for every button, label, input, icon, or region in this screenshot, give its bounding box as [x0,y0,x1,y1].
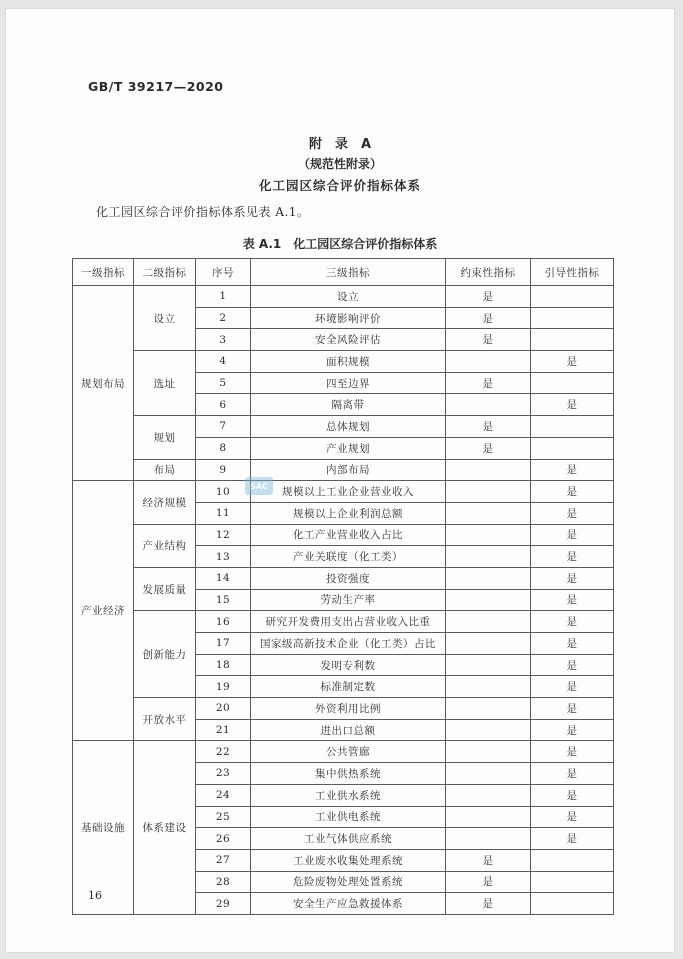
row-number-cell: 10 [196,481,251,503]
guidance-cell [531,286,614,308]
constraint-cell [446,784,531,806]
table-row [73,481,614,503]
row-number-cell: 20 [196,698,251,720]
table-row [73,286,614,308]
constraint-cell [446,502,531,524]
constraint-cell [446,481,531,503]
constraint-cell: 是 [446,437,531,459]
level3-indicator-cell: 总体规划 [251,416,446,438]
row-number-cell: 11 [196,502,251,524]
level3-indicator-cell: 内部布局 [251,459,446,481]
level3-indicator-cell: 集中供热系统 [251,763,446,785]
level2-indicator-cell: 产业结构 [134,524,196,567]
guidance-cell: 是 [531,524,614,546]
row-number-cell: 8 [196,437,251,459]
level3-indicator-cell: 标准制定数 [251,676,446,698]
constraint-cell [446,741,531,763]
level3-indicator-cell: 公共管廊 [251,741,446,763]
level3-indicator-cell: 四至边界 [251,372,446,394]
col-header-no: 序号 [196,259,251,286]
row-number-cell: 12 [196,524,251,546]
constraint-cell [446,806,531,828]
row-number-cell: 19 [196,676,251,698]
level3-indicator-cell: 工业气体供应系统 [251,828,446,850]
row-number-cell: 3 [196,329,251,351]
guidance-cell: 是 [531,719,614,741]
guidance-cell: 是 [531,763,614,785]
level3-indicator-cell: 隔离带 [251,394,446,416]
guidance-cell: 是 [531,351,614,373]
constraint-cell [446,524,531,546]
level1-indicator-cell: 产业经济 [73,481,134,741]
guidance-cell: 是 [531,654,614,676]
col-header-level2: 二级指标 [134,259,196,286]
constraint-cell [446,698,531,720]
level3-indicator-cell: 面积规模 [251,351,446,373]
constraint-cell [446,611,531,633]
row-number-cell: 26 [196,828,251,850]
guidance-cell [531,329,614,351]
table-row [73,567,614,589]
guidance-cell: 是 [531,784,614,806]
table-row [73,459,614,481]
level3-indicator-cell: 环境影响评价 [251,307,446,329]
level2-indicator-cell: 选址 [134,351,196,416]
page-number: 16 [88,889,102,902]
constraint-cell: 是 [446,329,531,351]
constraint-cell [446,633,531,655]
row-number-cell: 25 [196,806,251,828]
level2-indicator-cell: 经济规模 [134,481,196,524]
guidance-cell: 是 [531,828,614,850]
guidance-cell [531,437,614,459]
constraint-cell: 是 [446,372,531,394]
table-row [73,524,614,546]
row-number-cell: 6 [196,394,251,416]
level3-indicator-cell: 工业废水收集处理系统 [251,849,446,871]
level3-indicator-cell: 安全生产应急救援体系 [251,893,446,915]
constraint-cell [446,351,531,373]
guidance-cell: 是 [531,394,614,416]
level3-indicator-cell: 投资强度 [251,567,446,589]
constraint-cell [446,654,531,676]
doc-number: GB/T 39217—2020 [88,79,224,94]
constraint-cell: 是 [446,307,531,329]
level3-indicator-cell: 劳动生产率 [251,589,446,611]
constraint-cell: 是 [446,849,531,871]
constraint-cell [446,589,531,611]
row-number-cell: 27 [196,849,251,871]
level3-indicator-cell: 化工产业营业收入占比 [251,524,446,546]
level2-indicator-cell: 体系建设 [134,741,196,915]
col-header-level3: 三级指标 [251,259,446,286]
table-header-row [73,259,614,286]
guidance-cell: 是 [531,698,614,720]
appendix-subtitle: （规范性附录） [297,157,382,171]
guidance-cell [531,416,614,438]
table-row [73,611,614,633]
sac-watermark: SAC [245,477,273,495]
guidance-cell: 是 [531,459,614,481]
constraint-cell [446,459,531,481]
row-number-cell: 2 [196,307,251,329]
guidance-cell: 是 [531,546,614,568]
col-header-guidance: 引导性指标 [531,259,614,286]
level2-indicator-cell: 规划 [134,416,196,459]
row-number-cell: 21 [196,719,251,741]
level3-indicator-cell: 国家级高新技术企业（化工类）占比 [251,633,446,655]
guidance-cell [531,871,614,893]
guidance-cell: 是 [531,633,614,655]
constraint-cell: 是 [446,893,531,915]
row-number-cell: 24 [196,784,251,806]
guidance-cell: 是 [531,567,614,589]
table-body [73,286,614,915]
guidance-cell: 是 [531,806,614,828]
table-caption: 表 A.1 化工园区综合评价指标体系 [242,237,438,251]
guidance-cell [531,893,614,915]
guidance-cell [531,307,614,329]
level3-indicator-cell: 外资利用比例 [251,698,446,720]
row-number-cell: 17 [196,633,251,655]
constraint-cell [446,394,531,416]
constraint-cell [446,676,531,698]
row-number-cell: 16 [196,611,251,633]
level2-indicator-cell: 发展质量 [134,567,196,610]
col-header-constraint: 约束性指标 [446,259,531,286]
constraint-cell: 是 [446,286,531,308]
row-number-cell: 22 [196,741,251,763]
level2-indicator-cell: 布局 [134,459,196,481]
level2-indicator-cell: 设立 [134,286,196,351]
table-row [73,416,614,438]
level3-indicator-cell: 设立 [251,286,446,308]
constraint-cell [446,567,531,589]
row-number-cell: 29 [196,893,251,915]
row-number-cell: 13 [196,546,251,568]
constraint-cell [446,763,531,785]
guidance-cell: 是 [531,589,614,611]
level3-indicator-cell: 安全风险评估 [251,329,446,351]
level1-indicator-cell: 规划布局 [73,286,134,481]
row-number-cell: 5 [196,372,251,394]
appendix-title: 附 录 A [308,137,372,152]
row-number-cell: 15 [196,589,251,611]
guidance-cell [531,849,614,871]
row-number-cell: 7 [196,416,251,438]
constraint-cell: 是 [446,416,531,438]
row-number-cell: 28 [196,871,251,893]
guidance-cell: 是 [531,481,614,503]
constraint-cell [446,828,531,850]
level3-indicator-cell: 发明专利数 [251,654,446,676]
table-row [73,351,614,373]
level3-indicator-cell: 工业供电系统 [251,806,446,828]
row-number-cell: 1 [196,286,251,308]
level3-indicator-cell: 产业关联度（化工类） [251,546,446,568]
level2-indicator-cell: 创新能力 [134,611,196,698]
row-number-cell: 9 [196,459,251,481]
guidance-cell: 是 [531,502,614,524]
level1-indicator-cell: 基础设施 [73,741,134,915]
level3-indicator-cell: 研究开发费用支出占营业收入比重 [251,611,446,633]
document-page [6,9,674,952]
level3-indicator-cell: 规模以上工业企业营业收入 [251,481,446,503]
constraint-cell: 是 [446,871,531,893]
row-number-cell: 14 [196,567,251,589]
table-row [73,698,614,720]
intro-paragraph: 化工园区综合评价指标体系见表 A.1。 [96,205,310,219]
row-number-cell: 23 [196,763,251,785]
constraint-cell [446,719,531,741]
indicator-table [72,258,614,915]
level3-indicator-cell: 进出口总额 [251,719,446,741]
level3-indicator-cell: 产业规划 [251,437,446,459]
level2-indicator-cell: 开放水平 [134,698,196,741]
row-number-cell: 4 [196,351,251,373]
level3-indicator-cell: 危险废物处理处置系统 [251,871,446,893]
table-row [73,741,614,763]
guidance-cell: 是 [531,676,614,698]
col-header-level1: 一级指标 [73,259,134,286]
appendix-heading: 化工园区综合评价指标体系 [258,178,421,193]
guidance-cell: 是 [531,741,614,763]
guidance-cell [531,372,614,394]
guidance-cell: 是 [531,611,614,633]
constraint-cell [446,546,531,568]
level3-indicator-cell: 工业供水系统 [251,784,446,806]
row-number-cell: 18 [196,654,251,676]
level3-indicator-cell: 规模以上企业利润总额 [251,502,446,524]
